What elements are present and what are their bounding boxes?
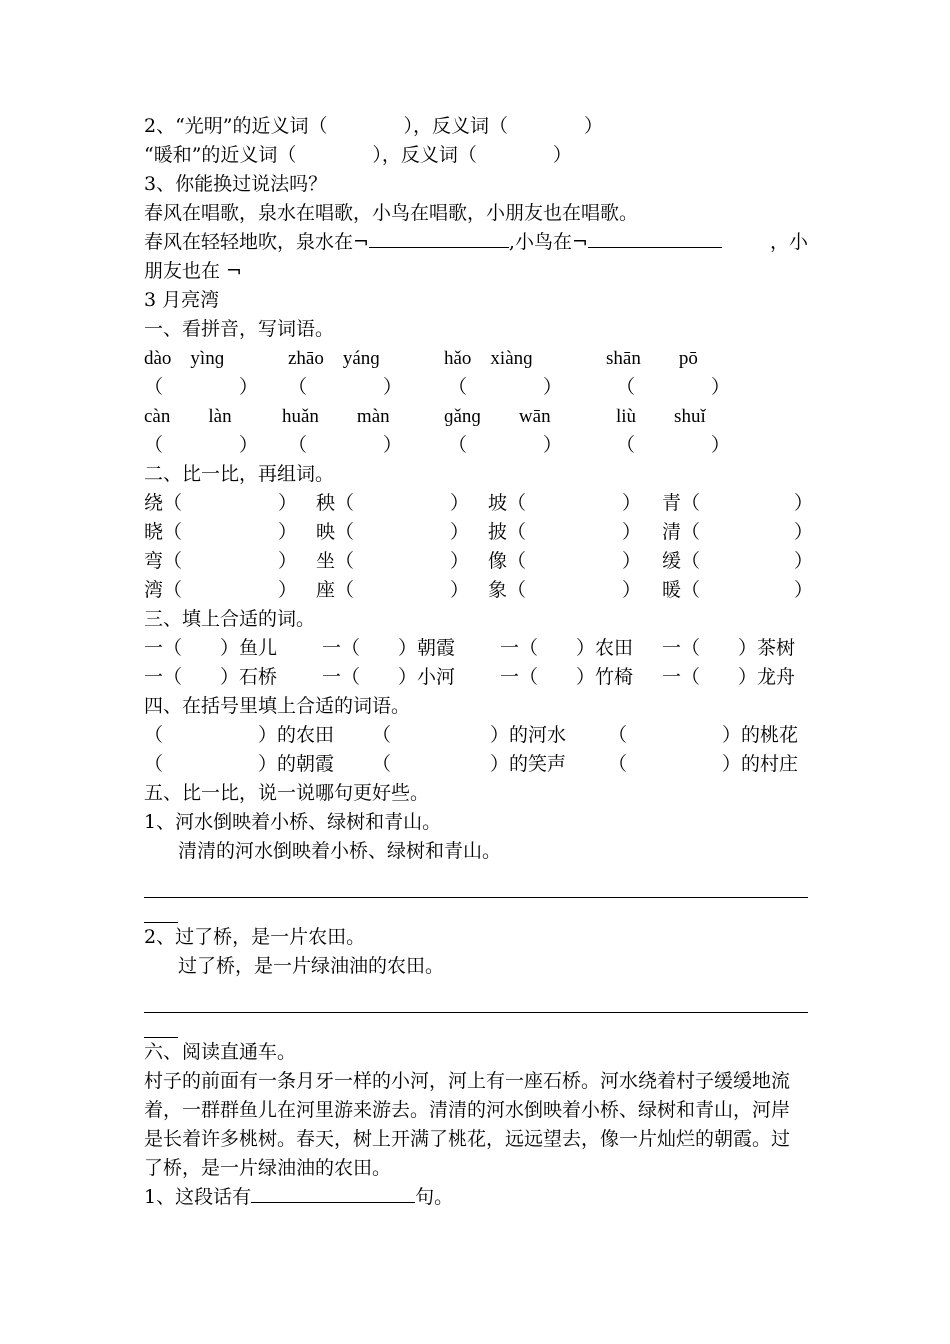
s6-q1-text-b: 句。 <box>415 1186 454 1208</box>
adjective-row-cell: ）的朝霞 <box>258 753 335 775</box>
compare-row-cell: 像（ <box>488 550 527 572</box>
worksheet-page <box>144 112 814 1212</box>
measure-row-cell: 一（ ）小河 <box>322 666 456 688</box>
q2-nuanhuo-line: “暖和”的近义词（ ），反义词（ ） <box>144 144 572 166</box>
section-3-title: 三、填上合适的词。 <box>144 608 316 630</box>
compare-row-cell: 秧（ <box>316 492 355 514</box>
q3-title: 3、你能换过说法吗？ <box>144 173 328 195</box>
answer-paren[interactable]: （ ） <box>144 434 259 456</box>
compare-row-cell: 绕（ <box>144 492 183 514</box>
compare-row-cell: ） <box>622 492 642 514</box>
compare-row-cell: 晓（ <box>144 521 183 543</box>
adjective-rows <box>144 721 808 779</box>
adjective-row <box>144 721 808 750</box>
measure-row-cell: 一（ ）石桥 <box>144 666 278 688</box>
adjective-row-cell: ）的桃花 <box>722 724 799 746</box>
measure-row-cell: 一（ ）朝霞 <box>322 637 456 659</box>
compare-row-cell: ） <box>450 492 470 514</box>
section-2-title: 二、比一比，再组词。 <box>144 463 335 485</box>
compare-row <box>144 576 814 605</box>
compare-row-cell: ） <box>794 521 814 543</box>
compare-row-cell: 座（ <box>316 579 355 601</box>
compare-row <box>144 518 814 547</box>
answer-paren[interactable]: （ ） <box>616 376 731 398</box>
adjective-row-cell: （ <box>144 724 164 746</box>
pinyin-item: hǎo xiànɡ <box>444 348 533 369</box>
answer-paren[interactable]: （ ） <box>448 434 563 456</box>
s5-q1-sentence-b: 清清的河水倒映着小桥、绿树和青山。 <box>178 840 502 862</box>
compare-row-cell: ） <box>450 521 470 543</box>
measure-row-cell: 一（ ）茶树 <box>662 637 796 659</box>
pinyin-item: huǎn màn <box>282 406 390 427</box>
compare-row-cell: 坐（ <box>316 550 355 572</box>
adjective-row-cell: （ <box>372 753 392 775</box>
q3-fill-text-b: ,小鸟在¬ <box>508 231 588 253</box>
q2-guangming-line: 2、“光明”的近义词（ ），反义词（ ） <box>144 115 604 137</box>
compare-row-cell: ） <box>794 492 814 514</box>
s6-q1-blank[interactable] <box>251 1183 415 1203</box>
adjective-row-cell: ）的村庄 <box>722 753 799 775</box>
s5-q1-sentence-a: 1、河水倒映着小桥、绿树和青山。 <box>144 811 442 833</box>
answer-paren[interactable]: （ ） <box>288 376 403 398</box>
compare-row-cell: ） <box>794 579 814 601</box>
measure-row-cell: 一（ ）龙舟 <box>662 666 796 688</box>
compare-row-cell: 弯（ <box>144 550 183 572</box>
measure-row-cell: 一（ ）农田 <box>500 637 634 659</box>
compare-row <box>144 547 814 576</box>
measure-rows <box>144 634 808 692</box>
answer-paren[interactable]: （ ） <box>616 434 731 456</box>
compare-row-cell: 缓（ <box>662 550 701 572</box>
s5-q2-answer-line[interactable] <box>144 981 808 1013</box>
pinyin-item: càn làn <box>144 406 232 427</box>
s6-q1 <box>144 1183 808 1212</box>
compare-row-cell: ） <box>278 550 298 572</box>
measure-row-cell: 一（ ）鱼儿 <box>144 637 278 659</box>
s5-q2-answer-line-end[interactable] <box>144 1013 178 1038</box>
s6-q1-text-a: 1、这段话有 <box>144 1186 252 1208</box>
answer-paren[interactable]: （ ） <box>144 376 259 398</box>
q3-fill-line-2: 朋友也在 ¬ <box>144 260 242 282</box>
answer-paren[interactable]: （ ） <box>448 376 563 398</box>
compare-row-cell: ） <box>622 550 642 572</box>
s5-q2-sentence-b: 过了桥，是一片绿油油的农田。 <box>178 955 445 977</box>
adjective-row <box>144 750 808 779</box>
compare-row-cell: ） <box>622 579 642 601</box>
compare-row-cell: 清（ <box>662 521 701 543</box>
q3-fill-line <box>144 228 808 257</box>
measure-row-cell: 一（ ）竹椅 <box>500 666 634 688</box>
pinyin-item: zhāo yánɡ <box>288 348 380 369</box>
compare-row-cell: 披（ <box>488 521 527 543</box>
compare-row-cell: 坡（ <box>488 492 527 514</box>
pinyin-answer-row-2 <box>144 431 808 460</box>
s5-q1-answer-line[interactable] <box>144 866 808 898</box>
compare-row-cell: ） <box>450 550 470 572</box>
q3-blank-1[interactable] <box>369 228 509 248</box>
compare-row-cell: ） <box>450 579 470 601</box>
section-4-title: 四、在括号里填上合适的词语。 <box>144 695 411 717</box>
lesson-title: 3 月亮湾 <box>144 289 220 311</box>
pinyin-item: ɡǎnɡ wān <box>444 406 551 427</box>
measure-row <box>144 634 808 663</box>
compare-row-cell: ） <box>794 550 814 572</box>
compare-row-cell: ） <box>278 579 298 601</box>
adjective-row-cell: （ <box>608 724 628 746</box>
adjective-row-cell: ）的河水 <box>490 724 567 746</box>
adjective-row-cell: ）的笑声 <box>490 753 567 775</box>
adjective-row-cell: （ <box>144 753 164 775</box>
adjective-row-cell: （ <box>608 753 628 775</box>
compare-row-cell: 暖（ <box>662 579 701 601</box>
compare-row-cell: ） <box>622 521 642 543</box>
pinyin-item: shān pō <box>606 348 698 369</box>
compare-row-cell: 映（ <box>316 521 355 543</box>
compare-row-cell: 青（ <box>662 492 701 514</box>
adjective-row-cell: ）的农田 <box>258 724 335 746</box>
section-5-title: 五、比一比，说一说哪句更好些。 <box>144 782 430 804</box>
pinyin-row-2 <box>144 402 808 431</box>
s5-q1-answer-line-end[interactable] <box>144 898 178 923</box>
answer-paren[interactable]: （ ） <box>288 434 403 456</box>
compare-row-cell: 象（ <box>488 579 527 601</box>
pinyin-answer-row-1 <box>144 373 808 402</box>
compare-rows <box>144 489 814 605</box>
q3-blank-2[interactable] <box>588 228 722 248</box>
q3-example: 春风在唱歌，泉水在唱歌，小鸟在唱歌，小朋友也在唱歌。 <box>144 202 639 224</box>
section-1-title: 一、看拼音，写词语。 <box>144 318 335 340</box>
q3-fill-text-a: 春风在轻轻地吹，泉水在¬ <box>144 231 369 253</box>
pinyin-item: dào yìnɡ <box>144 348 225 369</box>
compare-row <box>144 489 814 518</box>
adjective-row-cell: （ <box>372 724 392 746</box>
compare-row-cell: ） <box>278 492 298 514</box>
compare-row-cell: 湾（ <box>144 579 183 601</box>
pinyin-row-1 <box>144 344 808 373</box>
section-6-title: 六、阅读直通车。 <box>144 1041 297 1063</box>
measure-row <box>144 663 808 692</box>
compare-row-cell: ） <box>278 521 298 543</box>
q3-fill-text-c: ，小 <box>769 231 808 253</box>
s5-q2-sentence-a: 2、过了桥，是一片农田。 <box>144 926 366 948</box>
reading-passage: 村子的前面有一条月牙一样的小河，河上有一座石桥。河水绕着村子缓缓地流着，一群群鱼儿在河里游来游去。清清的河水倒映着小桥、绿树和青山，河岸是长着许多桃树。春天，树上开满了桃花，远远望去，像一片灿烂的朝霞。过了桥，是一片绿油油的农田。 <box>144 1070 791 1179</box>
pinyin-item: liù shuǐ <box>616 406 706 427</box>
